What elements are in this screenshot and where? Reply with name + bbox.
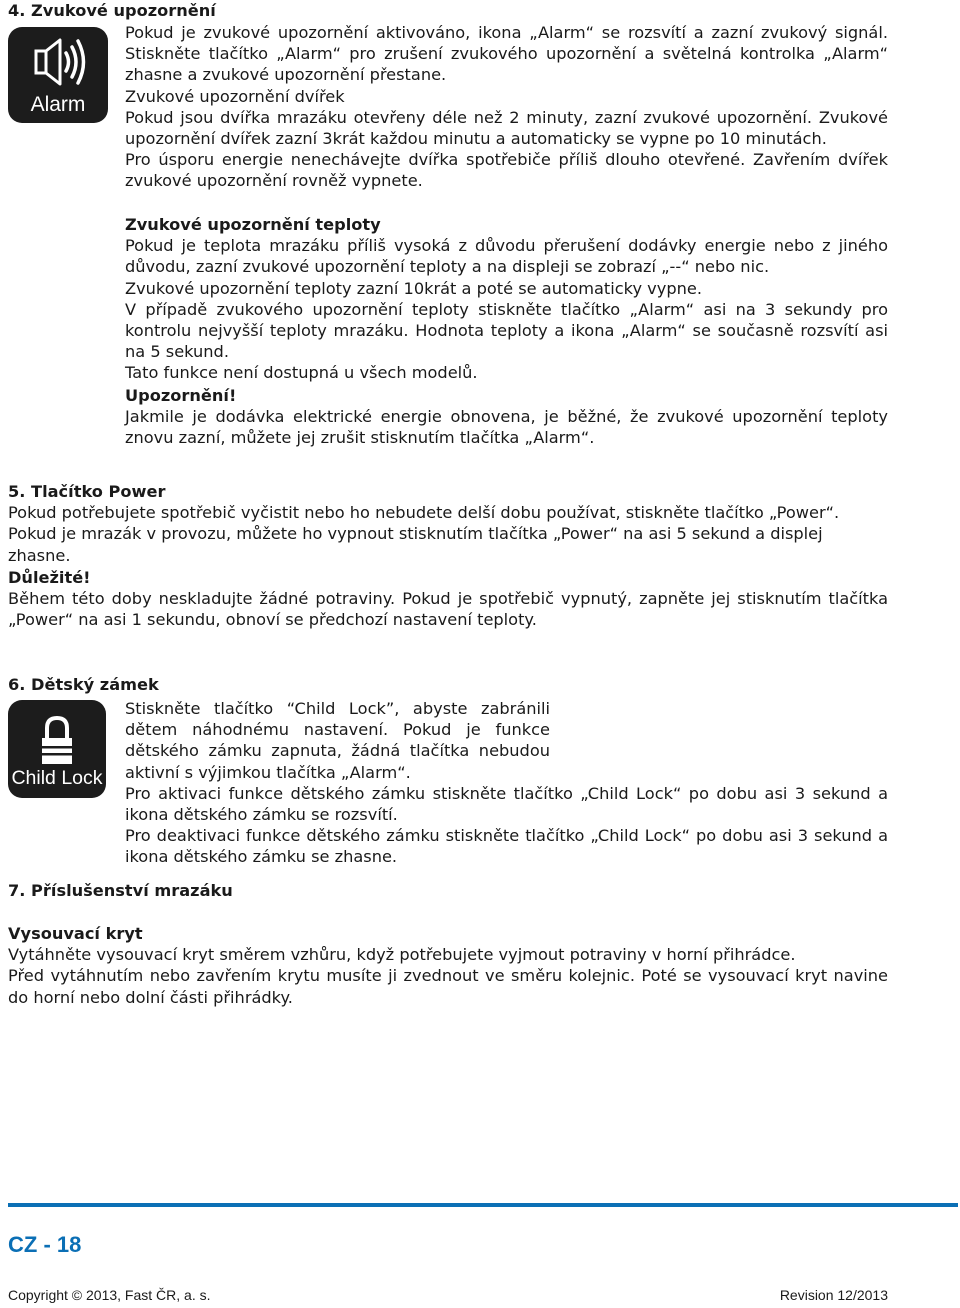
warning-text: Jakmile je dodávka elektrické energie obnovena, je běžné, že zvukové upozornění teploty znovu zazní, můžete jej zrušit stisknutím tlačítka „Alarm“.: [125, 407, 888, 448]
model-note-text: Tato funkce není dostupná u všech modelů.: [125, 363, 478, 383]
warning-title: Upozornění!: [125, 386, 237, 405]
temp-alarm-check-text: V případě zvukového upozornění teploty stiskněte tlačítko „Alarm“ asi na 3 sekundy pro kontrolu nejvyšší teploty mrazáku. Hodnota teploty a ikona „Alarm“ se současně rozsvítí asi na 5 sekund.: [125, 299, 888, 362]
sliding-cover-text-2: Před vytáhnutím nebo zavřením krytu musíte ji zvednout ve směru kolejnic. Poté se vysouvací kryt navine do horní nebo dolní části přihrádky.: [8, 966, 888, 1007]
alarm-icon-box: [8, 27, 108, 123]
section-4-heading: 4. Zvukové upozornění: [8, 1, 216, 20]
section-6-heading: 6. Dětský zámek: [8, 675, 159, 694]
energy-saving-text: Pro úsporu energie nenechávejte dvířka spotřebiče příliš dlouho otevřené. Zavřením dvířek zvukové upozornění rovněž vypnete.: [125, 150, 888, 191]
door-alarm-text: Pokud jsou dvířka mrazáku otevřeny déle než 2 minuty, zazní zvukové upozornění. Zvukové upozornění dvířek zazní 3krát každou minutu a automaticky se vypne po 10 minutách.: [125, 107, 888, 149]
child-lock-intro-text: Stiskněte tlačítko “Child Lock”, abyste zabránili dětem náhodnému nastavení. Pokud je funkce dětského zámku zapnuta, žádná tlačítka nebudou aktivní s výjimkou tlačítka „Alarm“.: [125, 699, 550, 782]
speaker-sound-icon: [8, 31, 108, 101]
important-title: Důležité!: [8, 568, 91, 587]
child-lock-activate-text: Pro aktivaci funkce dětského zámku stiskněte tlačítko „Child Lock“ po dobu asi 3 sekund a ikona dětského zámku se rozsvítí.: [125, 783, 888, 825]
temp-alarm-text: Pokud je teplota mrazáku příliš vysoká z důvodu přerušení dodávky energie nebo z jiného důvodu, zazní zvukové upozornění teploty a na displeji se zobrazí „--“ nebo nic.: [125, 236, 888, 277]
copyright-text: Copyright © 2013, Fast ČR, a. s.: [8, 1287, 211, 1303]
child-lock-icon-label: Child Lock: [11, 767, 103, 789]
sliding-cover-text-1: Vytáhněte vysouvací kryt směrem vzhůru, když potřebujete vyjmout potraviny v horní přihrádce.: [8, 945, 796, 965]
power-text-1: Pokud potřebujete spotřebič vyčistit nebo ho nebudete delší dobu používat, stiskněte tlačítko „Power“.: [8, 503, 840, 523]
temp-alarm-repeat-text: Zvukové upozornění teploty zazní 10krát a poté se automaticky vypne.: [125, 278, 702, 298]
section-5-heading: 5. Tlačítko Power: [8, 482, 166, 501]
temp-alarm-title: Zvukové upozornění teploty: [125, 215, 381, 234]
power-text-2: Pokud je mrazák v provozu, můžete ho vypnout stisknutím tlačítka „Power“ na asi 5 sekund a displej zhasne.: [8, 524, 823, 565]
door-alarm-title: Zvukové upozornění dvířek: [125, 86, 345, 106]
sliding-cover-title: Vysouvací kryt: [8, 924, 143, 943]
page-number: CZ - 18: [8, 1232, 82, 1257]
important-text: Během této doby neskladujte žádné potraviny. Pokud je spotřebič vypnutý, zapněte jej stisknutím tlačítka „Power“ na asi 1 sekundu, obnoví se předchozí nastavení teploty.: [8, 589, 888, 630]
alarm-intro-text: Pokud je zvukové upozornění aktivováno, ikona „Alarm“ se rozsvítí a zazní zvukový signál. Stiskněte tlačítko „Alarm“ pro zrušení zvukového upozornění a světelná kontrolka „Alarm“ zhasne a zvukové upozornění přestane.: [125, 23, 888, 85]
child-lock-icon-box: [8, 700, 106, 798]
padlock-icon: [8, 708, 106, 774]
section-7-heading: 7. Příslušenství mrazáku: [8, 881, 233, 900]
child-lock-deactivate-text: Pro deaktivaci funkce dětského zámku stiskněte tlačítko „Child Lock“ po dobu asi 3 sekund a ikona dětského zámku se zhasne.: [125, 826, 888, 867]
alarm-icon-label: Alarm: [30, 93, 86, 116]
revision-text: Revision 12/2013: [779, 1287, 888, 1303]
footer-rule: [8, 1203, 958, 1207]
